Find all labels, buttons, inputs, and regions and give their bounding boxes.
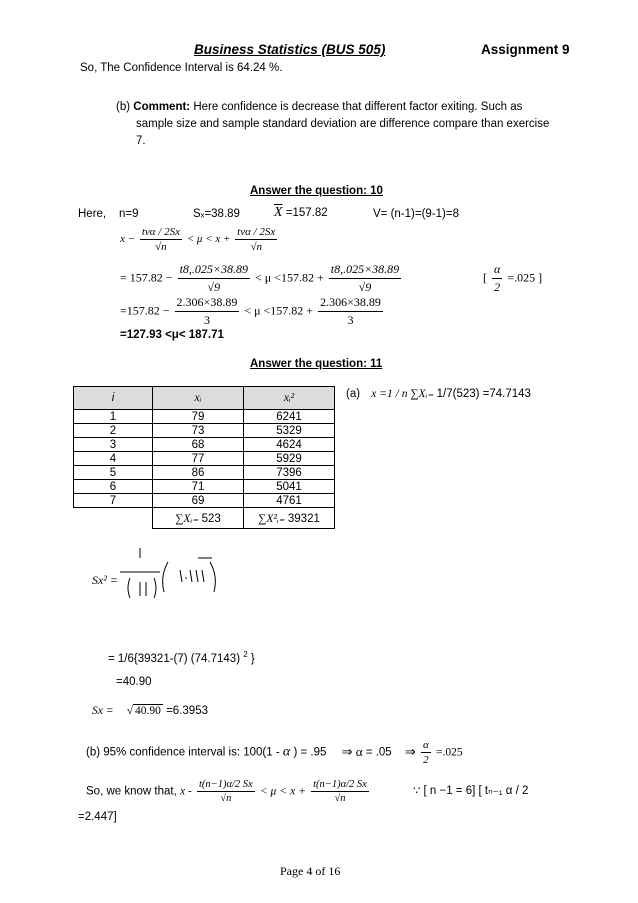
- table-cell: 5041: [244, 480, 335, 494]
- table-cell: 4624: [244, 438, 335, 452]
- variance-step-1: = 1/6{39321-(7) (74.7143) $^2$ }: [108, 650, 255, 665]
- table-header-row: [74, 387, 335, 410]
- table-cell: 73: [153, 424, 244, 438]
- comment-line-2: sample size and sample standard deviation are difference compare than exercise: [136, 118, 550, 130]
- table-cell: 86: [153, 466, 244, 480]
- table-row: [74, 438, 335, 452]
- table-row: [74, 480, 335, 494]
- table-cell: 5329: [244, 424, 335, 438]
- table-cell: 6241: [244, 410, 335, 424]
- ci-95-statement: (b) 95% confidence interval is: 100(1 - α ) = .95 ⇒ α = .05 ⇒ $\frac{\alpha}{2}$ =.025: [86, 739, 463, 766]
- ci-formula-general: x − $\frac{\text{tvα / 2Sx}}{√n}$ < μ < x + $\frac{\text{tvα / 2Sx}}{√n}$: [120, 226, 276, 253]
- std-dev-calculation: Sx = √ 40.90 =6.3953: [92, 705, 208, 717]
- table-cell: 69: [153, 494, 244, 508]
- q10-result: =127.93 <μ< 187.71: [120, 329, 224, 341]
- variance-step-2: =40.90: [116, 676, 152, 688]
- q10-heading: Answer the question: 10: [250, 185, 383, 197]
- comment-line-3: 7.: [136, 135, 146, 147]
- alpha-note: [ $\frac{\alpha}{2}$ =.025 ]: [483, 262, 543, 294]
- q11-heading: Answer the question: 11: [250, 358, 383, 370]
- table-cell: 79: [153, 410, 244, 424]
- table-header: i: [74, 387, 153, 410]
- table-cell: 4: [74, 452, 153, 466]
- table-row: [74, 466, 335, 480]
- table-cell: 68: [153, 438, 244, 452]
- df-value: V= (n-1)=(9-1)=8: [373, 208, 459, 220]
- table-cell: 1: [74, 410, 153, 424]
- n-value: n=9: [119, 208, 139, 220]
- t-value: =2.447]: [78, 811, 117, 823]
- assignment-label: Assignment 9: [481, 42, 570, 57]
- table-cell: 6: [74, 480, 153, 494]
- table-cell: 7: [74, 494, 153, 508]
- variance-formula-graphic: [120, 542, 230, 614]
- variance-label: Sx² =: [92, 573, 119, 587]
- table-sum-row: [74, 508, 335, 529]
- here-label: Here,: [78, 208, 107, 220]
- table-row: [74, 410, 335, 424]
- table-cell: 2: [74, 424, 153, 438]
- table-header: xᵢ²: [244, 387, 335, 410]
- course-title: Business Statistics (BUS 505): [194, 42, 386, 57]
- mean-calculation: (a) x =1 / n ∑Xᵢ₌ 1/7(523) =74.7143: [346, 388, 531, 400]
- ci-formula-known: So, we know that, x - $\frac{t(n-1)\alpha/2 Sx}{√n}$ < μ < x + $\frac{t(n-1)\alpha/2 Sx}{√n}$: [86, 779, 367, 804]
- table-row: [74, 452, 335, 466]
- ci-formula-computed: =157.82 − $\frac{2.306\times 38.89}{3}$ < μ <157.82 + $\frac{2.306\times 38.89}{3}$: [120, 295, 381, 327]
- ci-formula-substituted: = 157.82 − $\frac{t8,.025\times 38.89}{√9}$ < μ <157.82 + $\frac{t8,.025\times 38.89}{√9}$: [120, 262, 400, 294]
- table-cell: 71: [153, 480, 244, 494]
- table-cell: 5929: [244, 452, 335, 466]
- table-row: [74, 494, 335, 508]
- table-row: [74, 424, 335, 438]
- comment-line-1: (b) Comment: Here confidence is decrease that different factor exiting. Such as: [116, 101, 523, 113]
- sum-x-cell: ∑Xᵢ₌ 523: [153, 508, 244, 529]
- table-cell: 4761: [244, 494, 335, 508]
- sx-value: Sₓ=38.89: [193, 208, 240, 220]
- table-cell: 3: [74, 438, 153, 452]
- data-table: [73, 386, 335, 529]
- table-cell: 77: [153, 452, 244, 466]
- page-number: Page 4 of 16: [280, 864, 341, 878]
- xbar-expression: $\overline{X} =157.82$: [274, 205, 328, 220]
- table-header: xᵢ: [153, 387, 244, 410]
- table-cell: 7396: [244, 466, 335, 480]
- table-cell: 5: [74, 466, 153, 480]
- df-note: ∵ [ n −1 = 6] [ tₙ₋₁ α / 2: [413, 785, 529, 797]
- sum-x2-cell: ∑X²ᵢ₌ 39321: [244, 508, 335, 529]
- ci-statement: So, The Confidence Interval is 64.24 %.: [80, 62, 283, 74]
